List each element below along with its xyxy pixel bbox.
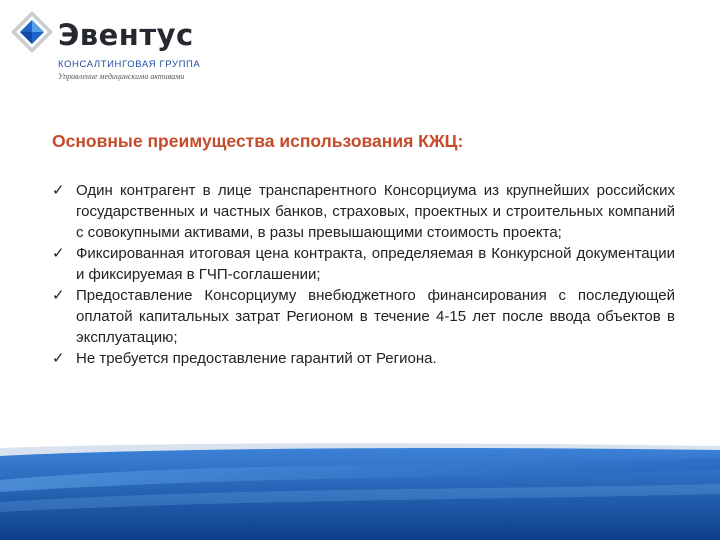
checkmark-icon: ✓ xyxy=(52,286,65,304)
list-item-text: Предоставление Консорциуму внебюджетного финансирования с последующей оплатой капитальных затрат Регионом в течение 4-15 лет после ввода объектов в эксплуатацию; xyxy=(76,287,675,346)
slide-title: Основные преимущества использования КЖЦ: xyxy=(52,131,464,151)
checkmark-icon: ✓ xyxy=(52,244,65,262)
list-item-text: Не требуется предоставление гарантий от Региона. xyxy=(76,350,437,367)
advantages-list xyxy=(52,180,675,369)
footer-wave-banner xyxy=(0,440,720,540)
company-subtitle: КОНСАЛТИНГОВАЯ ГРУППА xyxy=(58,59,201,70)
checkmark-icon: ✓ xyxy=(52,181,65,199)
list-item xyxy=(52,180,675,243)
diamond-logo-icon xyxy=(10,10,54,54)
list-item-text: Фиксированная итоговая цена контракта, определяемая в Конкурсной документации и фиксируемая в ГЧП-соглашении; xyxy=(76,245,675,283)
company-tagline: Управление медицинскими активами xyxy=(58,72,185,81)
list-item xyxy=(52,348,675,369)
list-item-text: Один контрагент в лице транспарентного Консорциума из крупнейших российских государственных и частных банков, страховых, проектных и строительных компаний с совокупными активами, в разы превышающими стоимость проекта; xyxy=(76,182,675,241)
list-item xyxy=(52,285,675,348)
company-name: Эвентус xyxy=(58,18,194,52)
checkmark-icon: ✓ xyxy=(52,349,65,367)
list-item xyxy=(52,243,675,285)
company-logo xyxy=(10,8,210,84)
